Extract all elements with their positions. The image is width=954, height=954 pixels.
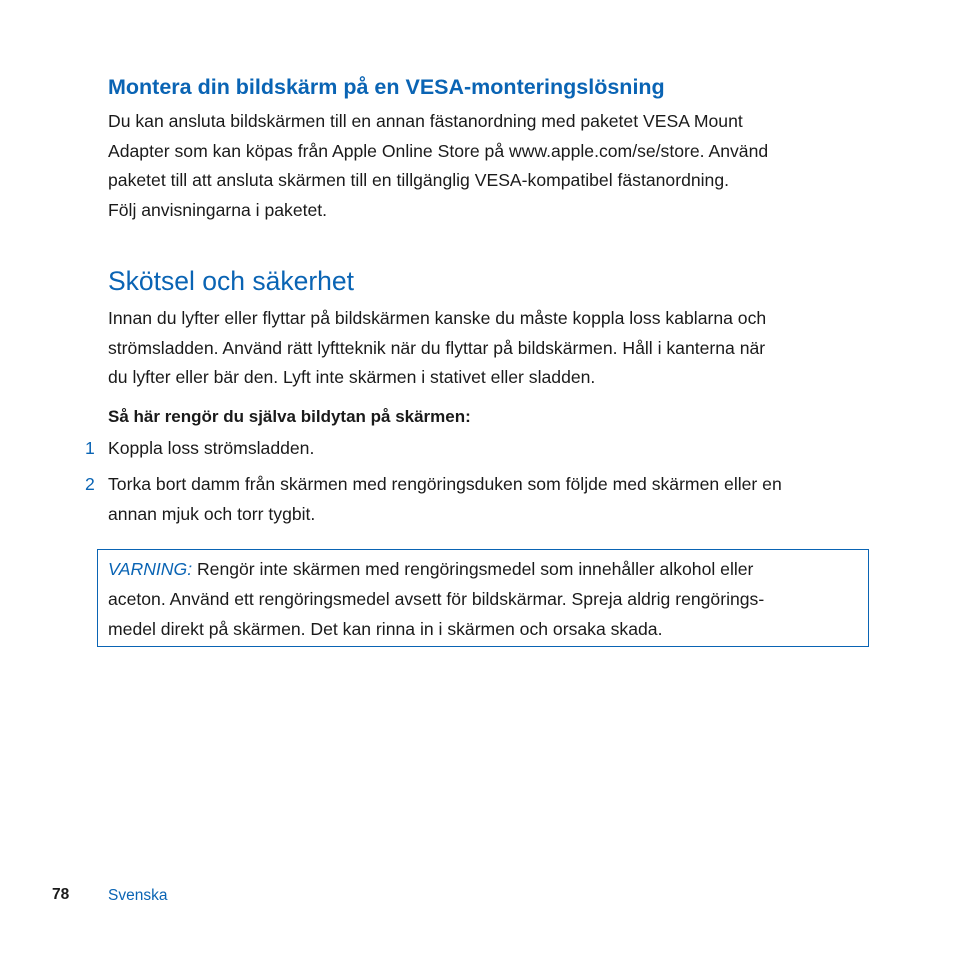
warning-first-line: Rengör inte skärmen med rengöringsmedel som innehåller alkohol eller — [192, 559, 754, 579]
paragraph-line: Innan du lyfter eller flyttar på bildskärmen kanske du måste koppla loss kablarna och — [108, 308, 767, 328]
warning-label: VARNING: — [108, 559, 193, 579]
paragraph-line: du lyfter eller bär den. Lyft inte skärmen i stativet eller sladden. — [108, 367, 596, 387]
warning-line: aceton. Använd ett rengöringsmedel avsett för bildskärmar. Spreja aldrig rengörings- — [108, 589, 765, 609]
step-line: Koppla loss strömsladden. — [108, 438, 315, 458]
section-heading-care: Skötsel och säkerhet — [108, 266, 354, 296]
paragraph-line: Du kan ansluta bildskärmen till en annan fästanordning med paketet VESA Mount — [108, 111, 743, 131]
paragraph-line: strömsladden. Använd rätt lyftteknik när du flyttar på bildskärmen. Håll i kanterna när — [108, 337, 766, 358]
warning-line — [108, 554, 764, 584]
step-number: 2 — [85, 474, 95, 494]
page-number: 78 — [52, 886, 70, 903]
step-text — [108, 470, 782, 529]
step-line: annan mjuk och torr tygbit. — [108, 503, 316, 524]
paragraph-vesa — [108, 107, 888, 225]
paragraph-line: paketet till att ansluta skärmen till en tillgänglig VESA-kompatibel fästanordning. — [108, 170, 730, 190]
section-heading-vesa: Montera din bildskärm på en VESA-monteringslösning — [108, 75, 665, 99]
step-number: 1 — [85, 438, 95, 458]
cleaning-subheading: Så här rengör du själva bildytan på skärmen: — [108, 407, 471, 426]
step-line: Torka bort damm från skärmen med rengöringsduken som följde med skärmen eller en — [108, 474, 782, 494]
paragraph-line: Adapter som kan köpas från Apple Online Store på www.apple.com/se/store. Använd — [108, 140, 769, 161]
warning-box — [97, 549, 869, 647]
footer-language: Svenska — [108, 887, 168, 904]
paragraph-care — [108, 304, 888, 393]
warning-text — [108, 554, 764, 644]
step-text — [108, 434, 314, 464]
warning-line: medel direkt på skärmen. Det kan rinna in i skärmen och orsaka skada. — [108, 619, 663, 639]
paragraph-line: Följ anvisningarna i paketet. — [108, 199, 328, 220]
